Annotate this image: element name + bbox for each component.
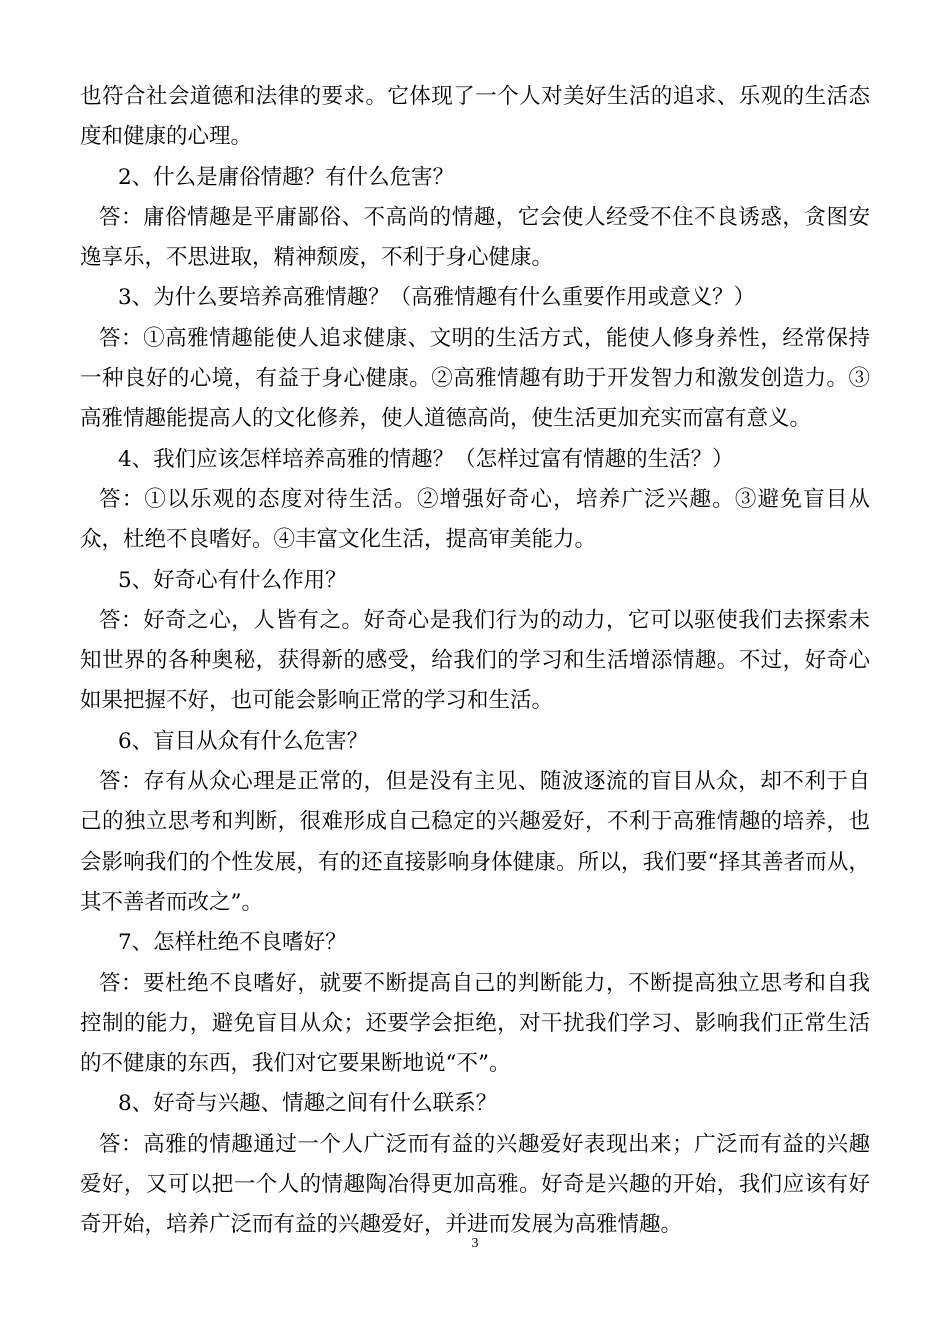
answer-8: 答：高雅的情趣通过一个人广泛而有益的兴趣爱好表现出来；广泛而有益的兴趣爱好，又可以把一个人的情趣陶冶得更加高雅。好奇是兴趣的开始，我们应该有好奇开始，培养广泛而有益的兴趣爱好，并进而发展为高雅情趣。 bbox=[80, 1131, 870, 1238]
question-7: 7、怎样杜绝不良嗜好？ bbox=[118, 930, 347, 956]
question-5: 5、好奇心有什么作用？ bbox=[118, 567, 347, 593]
answer-6: 答：存有从众心理是正常的，但是没有主见、随波逐流的盲目从众，却不利于自己的独立思考和判断，很难形成自己稳定的兴趣爱好，不利于高雅情趣的培养，也会影响我们的个性发展，有的还直接影响身体健康。所以，我们要“择其善者而从，其不善者而改之”。 bbox=[80, 769, 870, 915]
question-4: 4、我们应该怎样培养高雅的情趣？（怎样过富有情趣的生活？） bbox=[118, 446, 734, 472]
page-number: 3 bbox=[471, 1236, 479, 1251]
question-8: 8、好奇与兴趣、情趣之间有什么联系？ bbox=[118, 1091, 498, 1117]
question-2: 2、什么是庸俗情趣？有什么危害？ bbox=[118, 164, 455, 190]
answer-2: 答：庸俗情趣是平庸鄙俗、不高尚的情趣，它会使人经受不住不良诱惑，贪图安逸享乐，不思进取，精神颓废，不利于身心健康。 bbox=[80, 204, 870, 271]
answer-5: 答：好奇之心，人皆有之。好奇心是我们行为的动力，它可以驱使我们去探索未知世界的各种奥秘，获得新的感受，给我们的学习和生活增添情趣。不过，好奇心如果把握不好，也可能会影响正常的学习和生活。 bbox=[80, 607, 870, 714]
answer-7: 答：要杜绝不良嗜好，就要不断提高自己的判断能力，不断提高独立思考和自我控制的能力，避免盲目从众；还要学会拒绝，对干扰我们学习、影响我们正常生活的不健康的东西，我们对它要果断地说“不”。 bbox=[80, 970, 870, 1077]
question-3: 3、为什么要培养高雅情趣？（高雅情趣有什么重要作用或意义？） bbox=[118, 285, 756, 311]
document-page bbox=[80, 77, 870, 1246]
intro-paragraph: 也符合社会道德和法律的要求。它体现了一个人对美好生活的追求、乐观的生活态度和健康的心理。 bbox=[80, 84, 870, 150]
question-6: 6、盲目从众有什么危害？ bbox=[118, 728, 369, 754]
answer-4: 答：①以乐观的态度对待生活。②增强好奇心，培养广泛兴趣。③避免盲目从众，杜绝不良嗜好。④丰富文化生活，提高审美能力。 bbox=[80, 486, 870, 553]
answer-3: 答：①高雅情趣能使人追求健康、文明的生活方式，能使人修身养性，经常保持一种良好的心境，有益于身心健康。②高雅情趣有助于开发智力和激发创造力。③高雅情趣能提高人的文化修养，使人道德高尚，使生活更加充实而富有意义。 bbox=[80, 325, 870, 432]
